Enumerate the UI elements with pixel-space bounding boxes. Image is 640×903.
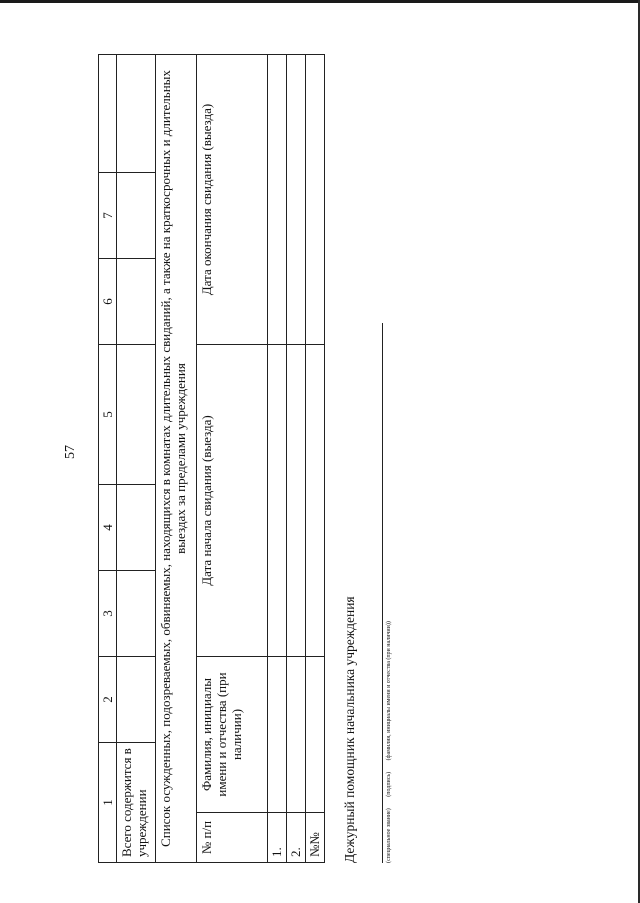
column-number-1: 1: [99, 743, 117, 863]
row-start-cell: [306, 345, 325, 657]
column-number-4: 4: [99, 485, 117, 571]
list-title-row: [156, 55, 197, 863]
list-title: Список осужденных, подозреваемых, обвиняемых, находящихся в комнатах длительных свиданий, а также на краткосрочных и длительных выездах за пределами учреждения: [156, 55, 197, 863]
total-cell-empty: [117, 55, 156, 173]
row-name-cell: [306, 657, 325, 813]
row-end-cell: [268, 55, 287, 345]
signature-title: Дежурный помощник начальника учреждения: [342, 596, 357, 863]
table-row: [287, 55, 306, 863]
column-number-5: 5: [99, 345, 117, 485]
row-end-cell: [306, 55, 325, 345]
row-number: 1.: [268, 813, 287, 863]
table-row: [306, 55, 325, 863]
header-number: № п/п: [197, 813, 268, 863]
row-start-cell: [268, 345, 287, 657]
report-table: [98, 54, 325, 863]
column-number-2: 2: [99, 657, 117, 743]
row-name-cell: [268, 657, 287, 813]
total-row: [117, 55, 156, 863]
column-number-empty: [99, 55, 117, 173]
total-cell-7: [117, 173, 156, 259]
row-name-cell: [287, 657, 306, 813]
page-number: 57: [63, 445, 78, 459]
column-number-6: 6: [99, 259, 117, 345]
caption-rank: (специальное звание): [386, 808, 392, 863]
header-start-date: Дата начала свидания (выезда): [197, 345, 268, 657]
total-cell-2: [117, 657, 156, 743]
total-cell-3: [117, 571, 156, 657]
column-number-3: 3: [99, 571, 117, 657]
total-cell-5: [117, 345, 156, 485]
row-number: 2.: [287, 813, 306, 863]
header-row: [197, 55, 268, 863]
row-end-cell: [287, 55, 306, 345]
table-row: [268, 55, 287, 863]
row-number: №№: [306, 813, 325, 863]
signature-line: [382, 323, 383, 863]
header-full-name: Фамилия, инициалы имени и отчества (при наличии): [197, 657, 268, 813]
signature-captions: [386, 103, 392, 863]
signature-block: [342, 103, 392, 863]
caption-full-name: (фамилия, инициалы имени и отчества (при наличии)): [386, 621, 392, 761]
total-label: Всего содержится в учреждении: [117, 743, 156, 863]
row-start-cell: [287, 345, 306, 657]
total-cell-4: [117, 485, 156, 571]
caption-signature: (подпись): [386, 771, 392, 797]
header-end-date: Дата окончания свидания (выезда): [197, 55, 268, 345]
total-cell-6: [117, 259, 156, 345]
column-number-row: [99, 55, 117, 863]
column-number-7: 7: [99, 173, 117, 259]
